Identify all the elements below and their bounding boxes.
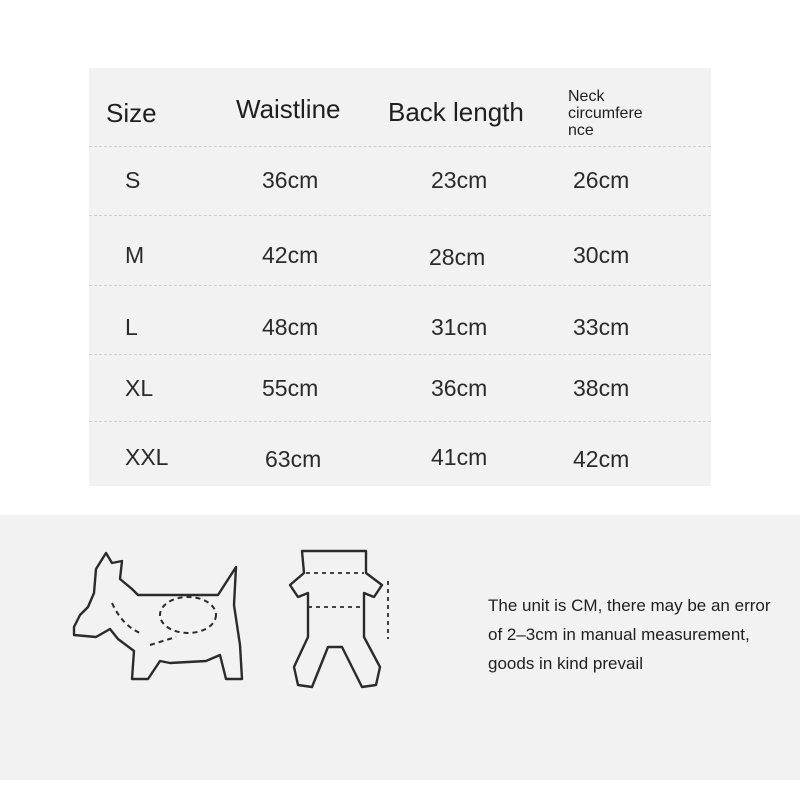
- table-header-row: [89, 68, 711, 146]
- cell-back-length: 23cm: [431, 167, 488, 193]
- cell-size: XXL: [125, 444, 169, 470]
- header-neck-line: circumfere: [568, 105, 643, 122]
- cell-size: XL: [125, 375, 154, 401]
- cell-neck: 26cm: [573, 167, 630, 193]
- header-neck-line: nce: [568, 122, 594, 139]
- cell-waistline: 36cm: [262, 167, 319, 193]
- header-back-length: Back length: [388, 97, 524, 127]
- table-row: [89, 286, 711, 354]
- cell-waistline: 63cm: [265, 446, 322, 472]
- header-waistline: Waistline: [236, 94, 341, 124]
- table-row: [89, 355, 711, 421]
- cell-neck: 42cm: [573, 446, 630, 472]
- cell-neck: 38cm: [573, 375, 630, 401]
- size-table: [89, 68, 711, 486]
- cell-waistline: 48cm: [262, 314, 319, 340]
- cell-size: S: [125, 167, 141, 193]
- cell-back-length: 31cm: [431, 314, 488, 340]
- header-neck-line: Neck: [568, 88, 605, 105]
- table-row: [89, 422, 711, 486]
- measurement-note: The unit is CM, there may be an error of 2–3cm in manual measurement, goods in kind prevail: [488, 596, 771, 673]
- cell-size: M: [125, 242, 145, 268]
- table-row: [89, 147, 711, 215]
- dog-silhouette-icon: [66, 545, 250, 691]
- header-size: Size: [106, 98, 157, 128]
- cell-back-length: 36cm: [431, 375, 488, 401]
- cell-neck: 33cm: [573, 314, 630, 340]
- measurement-info-panel: [0, 515, 800, 780]
- cell-back-length: 28cm: [429, 244, 486, 270]
- cell-size: L: [125, 314, 138, 340]
- cell-waistline: 55cm: [262, 375, 319, 401]
- cell-waistline: 42cm: [262, 242, 319, 268]
- dog-garment-icon: [268, 543, 400, 693]
- cell-back-length: 41cm: [431, 444, 488, 470]
- header-neck-circumference: [568, 88, 678, 139]
- table-row: [89, 216, 711, 285]
- cell-neck: 30cm: [573, 242, 630, 268]
